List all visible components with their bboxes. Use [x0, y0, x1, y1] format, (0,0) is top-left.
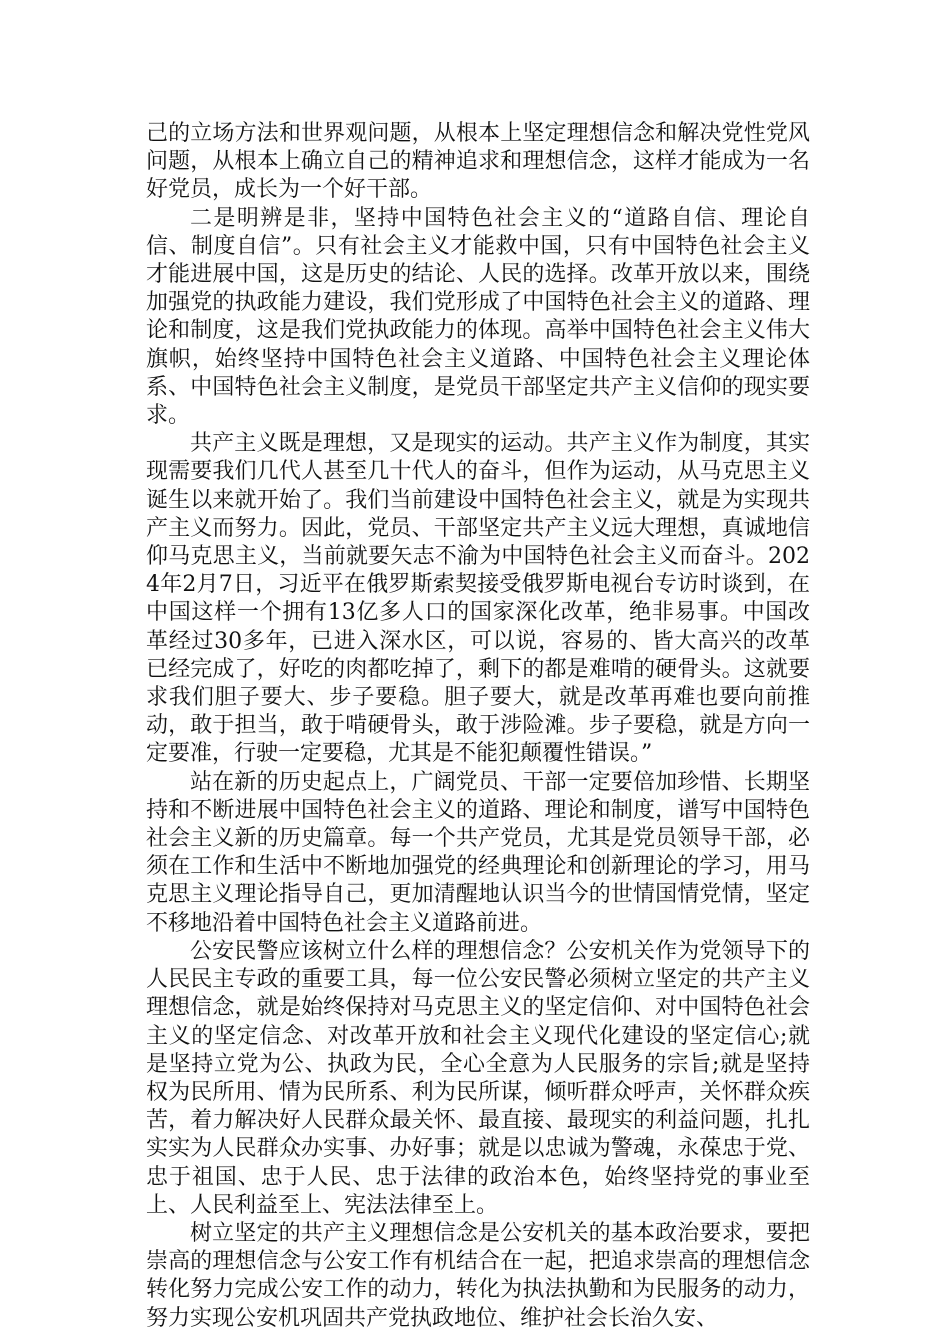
document-body: [146, 120, 810, 1333]
paragraph-communism: 共产主义既是理想，又是现实的运动。共产主义作为制度，其实现需要我们几代人甚至几十代人的奋斗，但作为运动，从马克思主义诞生以来就开始了。我们当前建设中国特色社会主义，就是为实现共产主义而努力。因此，党员、干部坚定共产主义远大理想，真诚地信仰马克思主义，当前就要矢志不渝为中国特色社会主义而奋斗。2024年2月7日，习近平在俄罗斯索契接受俄罗斯电视台专访时谈到，在中国这样一个拥有13亿多人口的国家深化改革，绝非易事。中国改革经过30多年，已进入深水区，可以说，容易的、皆大高兴的改革已经完成了，好吃的肉都吃掉了，剩下的都是难啃的硬骨头。这就要求我们胆子要大、步子要稳。胆子要大，就是改革再难也要向前推动，敢于担当，敢于啃硬骨头，敢于涉险滩。步子要稳，就是方向一定要准，行驶一定要稳，尤其是不能犯颠覆性错误。”: [146, 431, 810, 767]
paragraph-police-beliefs: 公安民警应该树立什么样的理想信念？公安机关作为党领导下的人民民主专政的重要工具，每一位公安民警必须树立坚定的共产主义理想信念，就是始终保持对马克思主义的坚定信仰、对中国特色社会主义的坚定信念、对改革开放和社会主义现代化建设的坚定信心;就是坚持立党为公、执政为民，全心全意为人民服务的宗旨;就是坚持权为民所用、情为民所系、利为民所谋，倾听群众呼声，关怀群众疾苦，着力解决好人民群众最关怀、最直接、最现实的利益问题，扎扎实实为人民群众办实事、办好事；就是以忠诚为警魂，永葆忠于党、忠于祖国、忠于人民、忠于法律的政治本色，始终坚持党的事业至上、人民利益至上、宪法法律至上。: [146, 938, 810, 1218]
paragraph-confidence: 二是明辨是非，坚持中国特色社会主义的“道路自信、理论自信、制度自信”。只有社会主义才能救中国，只有中国特色社会主义才能进展中国，这是历史的结论、人民的选择。改革开放以来，围绕加强党的执政能力建设，我们党形成了中国特色社会主义的道路、理论和制度，这是我们党执政能力的体现。高举中国特色社会主义伟大旗帜，始终坚持中国特色社会主义道路、中国特色社会主义理论体系、中国特色社会主义制度，是党员干部坚定共产主义信仰的现实要求。: [146, 205, 810, 429]
paragraph-political-requirement: 树立坚定的共产主义理想信念是公安机关的基本政治要求，要把崇高的理想信念与公安工作有机结合在一起，把追求崇高的理想信念转化努力完成公安工作的动力，转化为执法执勤和为民服务的动力，努力实现公安机巩固共产党执政地位、维护社会长治久安、: [146, 1220, 810, 1331]
paragraph-continuation: 己的立场方法和世界观问题，从根本上坚定理想信念和解决党性党风问题，从根本上确立自己的精神追求和理想信念，这样才能成为一名好党员，成长为一个好干部。: [146, 121, 810, 203]
paragraph-new-starting-point: 站在新的历史起点上，广阔党员、干部一定要倍加珍惜、长期坚持和不断进展中国特色社会主义的道路、理论和制度，谱写中国特色社会主义新的历史篇章。每一个共产党员，尤其是党员领导干部，必须在工作和生活中不断地加强党的经典理论和创新理论的学习，用马克思主义理论指导自己，更加清醒地认识当今的世情国情党情，坚定不移地沿着中国特色社会主义道路前进。: [146, 769, 810, 936]
